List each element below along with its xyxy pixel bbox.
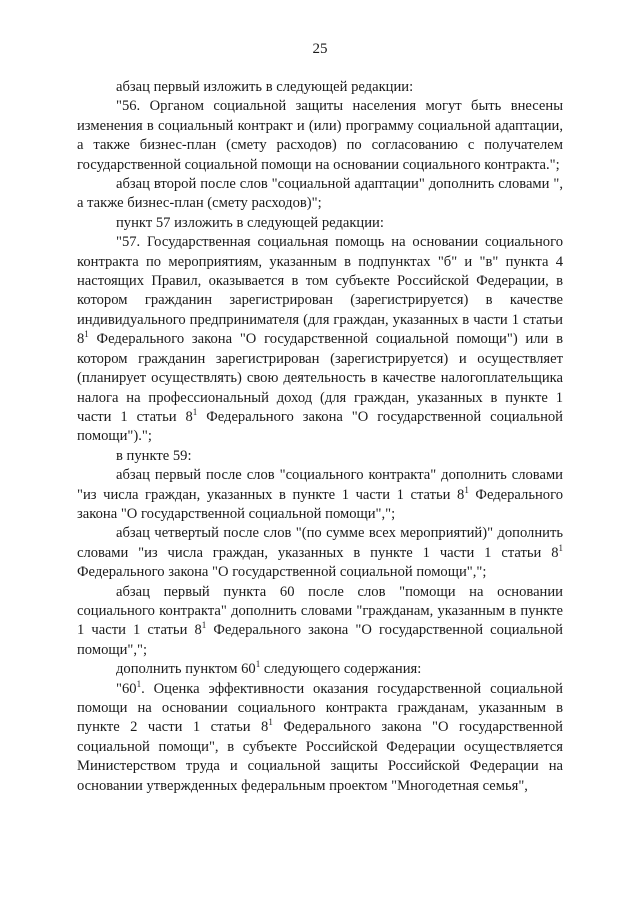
paragraph: пункт 57 изложить в следующей редакции: [116, 214, 384, 231]
superscript: 1 [558, 542, 563, 553]
paragraph: абзац первый пункта 60 после слов "помощи на основании социального контракта" дополнить словами "гражданам, указанным в пункте 1 части 1 статьи $8^1$ Федерального закона "О государственной социальной помощи","; [77, 583, 563, 658]
document-body [77, 78, 563, 796]
paragraph: дополнить пунктом $60^1$ следующего содержания: [116, 659, 422, 678]
paragraph: в пункте 59: [116, 447, 192, 464]
paragraph: абзац первый изложить в следующей редакции: [116, 79, 414, 95]
superscript: 1 [136, 678, 142, 689]
paragraph: "$60^1$. Оценка эффективности оказания государственной социальной помощи на основании социального контракта гражданам, указанным в пункте 2 части 1 статьи $8^1$ Федерального закона "О государственной социальной помощи", в субъекте Российской Федерации осуществляется Министерством труда и социальной защиты Российской Федерации на основании утвержденных федеральным проектом "Многодетная семья", [77, 678, 563, 794]
superscript: 1 [84, 329, 89, 340]
superscript: 1 [201, 620, 207, 631]
superscript: 1 [464, 484, 469, 495]
paragraph: абзац второй после слов "социальной адаптации" дополнить словами ", а также бизнес-план (смету расходов)"; [77, 176, 563, 212]
superscript: 1 [255, 659, 261, 670]
superscript: 1 [268, 717, 273, 728]
paragraph: "56. Органом социальной защиты населения могут быть внесены изменения в социальный контракт и (или) программу социальной адаптации, а также бизнес-план (смету расходов) по согласованию с получателем государственной социальной помощи на основании социального контракта."; [77, 98, 563, 173]
page-number: 25 [312, 41, 328, 57]
paragraph: "57. Государственная социальная помощь на основании социального контракта по мероприятиям, указанным в подпунктах "б" и "в" пункта 4 настоящих Правил, оказывается в том субъекте Российской Федерации, в котором гражданин зарегистрирован (зарегистрируется) в качестве индивидуального предпринимателя (для граждан, указанных в части 1 статьи $8^1$ Федерального закона "О государственной социальной помощи") или в котором гражданин зарегистрирован (зарегистрируется) и осуществляет (планирует осуществлять) свою деятельность в качестве налогоплательщика налога на профессиональный доход (для граждан, указанных в пункте 1 части 1 статьи $8^1$ Федерального закона "О государственной социальной помощи")."; [77, 234, 563, 445]
superscript: 1 [192, 406, 198, 417]
paragraph: абзац первый после слов "социального контракта" дополнить словами "из числа граждан, указанных в пункте 1 части 1 статьи $8^1$ Федерального закона "О государственной социальной помощи","; [77, 467, 563, 522]
paragraph: абзац четвертый после слов "(по сумме всех мероприятий)" дополнить словами "из числа граждан, указанных в пункте 1 части 1 статьи $8^1$ Федерального закона "О государственной социальной помощи","; [77, 525, 563, 581]
